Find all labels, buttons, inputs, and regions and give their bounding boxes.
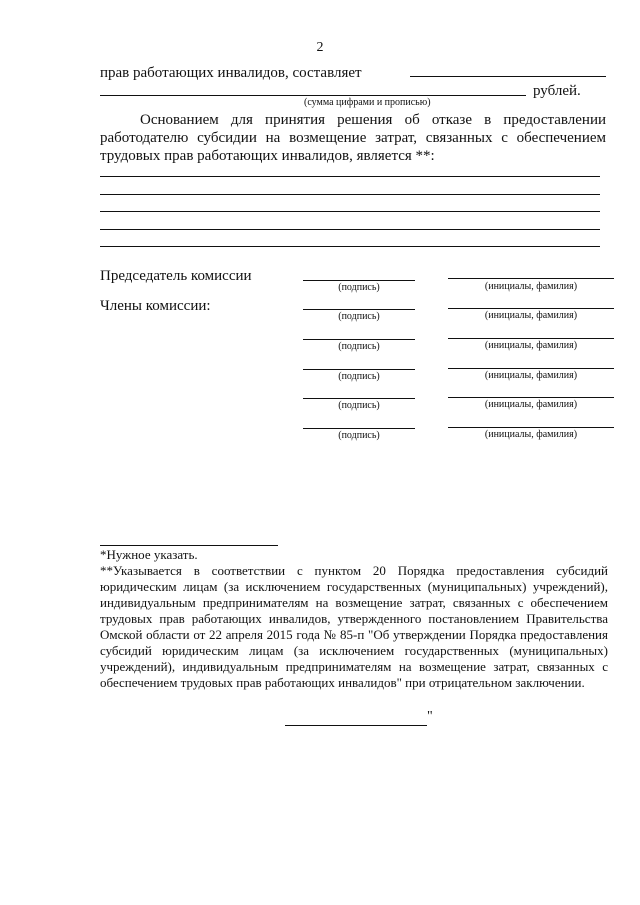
basis-line-2: работодателю субсидии на возмещение затрат, связанных с обеспечением (100, 130, 606, 146)
end-quote-mark: " (427, 709, 433, 724)
signature-caption: (подпись) (338, 371, 380, 382)
name-caption: (инициалы, фамилия) (484, 429, 578, 440)
footnote-2-line: обеспечением трудовых прав работающих инвалидов" при отрицательном заключении. (100, 675, 585, 690)
amount-caption: (сумма цифрами и прописью) (304, 97, 431, 108)
signature-line (303, 398, 415, 399)
name-line (448, 427, 614, 428)
end-line (285, 725, 427, 726)
page-number: 2 (316, 40, 324, 55)
signature-line (303, 339, 415, 340)
name-caption: (инициалы, фамилия) (484, 399, 578, 410)
signature-caption: (подпись) (338, 311, 380, 322)
signature-caption: (подпись) (338, 341, 380, 352)
signature-caption: (подпись) (338, 430, 380, 441)
signature-line (303, 309, 415, 310)
footnote-2-line: **Указывается в соответствии с пунктом 20 Порядка предоставления субсидий (100, 563, 608, 578)
footnote-2-line: Омской области от 22 апреля 2015 года № 85-п "Об утверждении Порядка предоставления (100, 627, 608, 642)
signature-caption: (подпись) (338, 282, 380, 293)
name-caption: (инициалы, фамилия) (484, 340, 578, 351)
name-line (448, 338, 614, 339)
reason-blank-line (100, 211, 600, 212)
members-label: Члены комиссии: (100, 298, 211, 314)
footnote-2-line: трудовых прав работающих инвалидов, утвержденного постановлением Правительства (100, 611, 608, 626)
signature-line (303, 369, 415, 370)
footnote-separator (100, 545, 278, 546)
footnote-2-line: учреждений), индивидуальным предпринимателям на возмещение затрат, связанных с (100, 659, 608, 674)
name-caption: (инициалы, фамилия) (484, 281, 578, 292)
amount-line-text: прав работающих инвалидов, составляет (100, 65, 362, 81)
reason-blank-line (100, 229, 600, 230)
footnote-1: *Нужное указать. (100, 547, 198, 562)
chair-label: Председатель комиссии (100, 268, 252, 284)
amount-blank-line-2 (100, 95, 526, 96)
signature-line (303, 280, 415, 281)
currency-label: рублей. (533, 83, 581, 99)
signature-line (303, 428, 415, 429)
footnote-2-line: индивидуальным предпринимателям на возмещение затрат, связанных с обеспечением (100, 595, 608, 610)
name-line (448, 397, 614, 398)
reason-blank-line (100, 176, 600, 177)
basis-line-1: Основанием для принятия решения об отказе в предоставлении (140, 112, 606, 128)
signature-caption: (подпись) (338, 400, 380, 411)
reason-blank-line (100, 246, 600, 247)
name-line (448, 308, 614, 309)
name-caption: (инициалы, фамилия) (484, 310, 578, 321)
basis-line-3: трудовых прав работающих инвалидов, является **: (100, 148, 435, 164)
footnote-2-line: субсидий юридическим лицам (за исключением государственных (муниципальных) (100, 643, 608, 658)
reason-blank-line (100, 194, 600, 195)
name-caption: (инициалы, фамилия) (484, 370, 578, 381)
name-line (448, 368, 614, 369)
name-line (448, 278, 614, 279)
amount-blank-line-1 (410, 76, 606, 77)
footnote-2-line: юридическим лицам (за исключением государственных (муниципальных) учреждений), (100, 579, 608, 594)
